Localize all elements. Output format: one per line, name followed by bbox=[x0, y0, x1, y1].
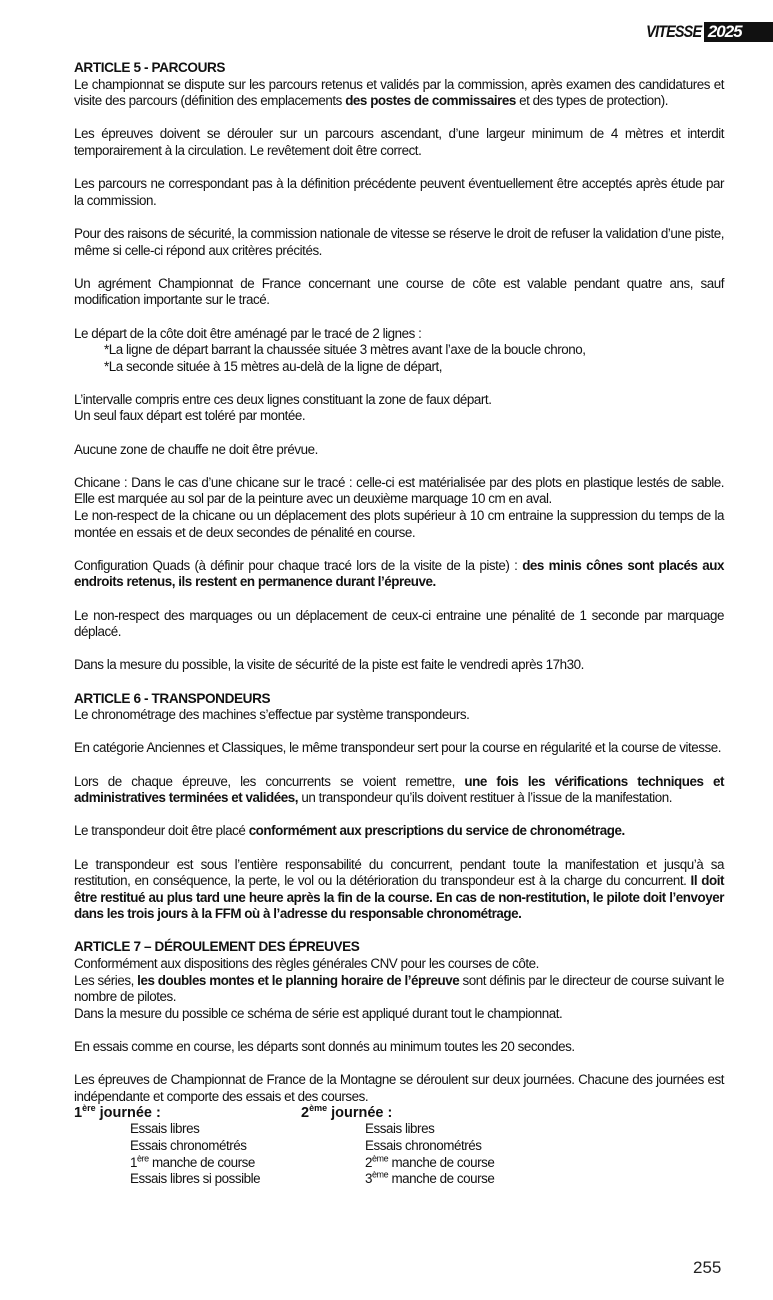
list-item: *La seconde située à 15 mètres au-delà de la ligne de départ, bbox=[104, 358, 443, 374]
text: Configuration Quads (à définir pour chaque tracé lors de la visite de la piste) : bbox=[74, 557, 523, 573]
schedule-item bbox=[301, 1121, 528, 1138]
text: Les séries, bbox=[74, 972, 138, 988]
schedule-item bbox=[301, 1138, 528, 1155]
day-title bbox=[301, 1105, 528, 1121]
paragraph: Le non-respect des marquages ou un déplacement de ceux-ci entraine une pénalité de 1 seconde par marquage déplacé. bbox=[74, 607, 724, 640]
text: un transpondeur qu’ils doivent restituer à l’issue de la manifestation. bbox=[298, 790, 673, 806]
schedule-item bbox=[74, 1121, 301, 1138]
schedule-item bbox=[74, 1171, 301, 1188]
paragraph bbox=[74, 823, 724, 840]
schedule-item bbox=[301, 1171, 528, 1188]
text: 1 bbox=[130, 1154, 137, 1170]
text: et des types de protection). bbox=[515, 93, 669, 109]
bold-text: des minis cônes sont placés aux endroits retenus, ils restent en permanence durant l’épreuve. bbox=[74, 557, 724, 590]
text: manche de course bbox=[388, 1171, 495, 1187]
day-number: 1 bbox=[74, 1105, 83, 1122]
text: Lors de chaque épreuve, les concurrents se voient remettre, bbox=[74, 773, 465, 789]
text: manche de course bbox=[148, 1154, 255, 1170]
ordinal-suffix: ème bbox=[372, 1153, 389, 1164]
text: Le transpondeur est sous l’entière responsabilité du concurrent, pendant toute la manifestation et jusqu’à sa restitution, en conséquence, la perte, le vol ou la détérioration du transpondeur est à la charge du concurrent. bbox=[74, 856, 724, 889]
paragraph: Conformément aux dispositions des règles générales CNV pour les courses de côte. bbox=[74, 956, 539, 972]
paragraph: Un seul faux départ est toléré par montée. bbox=[74, 408, 306, 424]
bold-text: Il doit être restitué au plus tard une heure après la fin de la course. En cas de non-restitution, le pilote doit l’envoyer dans les trois jours à la FFM où à l’adresse du responsable chronométrage. bbox=[74, 873, 724, 922]
text: Essais chronométrés bbox=[365, 1138, 482, 1153]
text: Essais chronométrés bbox=[130, 1138, 247, 1153]
bold-text: des postes de commissaires bbox=[345, 93, 516, 109]
ordinal-suffix: ème bbox=[372, 1169, 389, 1180]
paragraph bbox=[74, 857, 724, 923]
paragraph: En catégorie Anciennes et Classiques, le même transpondeur sert pour la course en régularité et la course de vitesse. bbox=[74, 740, 722, 756]
paragraph: Dans la mesure du possible, la visite de sécurité de la piste est faite le vendredi après 17h30. bbox=[74, 657, 584, 673]
bold-text: conformément aux prescriptions du service de chronométrage. bbox=[248, 823, 625, 839]
paragraph bbox=[74, 77, 724, 110]
day-column bbox=[301, 1105, 528, 1187]
paragraph: Chicane : Dans le cas d’une chicane sur le tracé : celle-ci est matérialisée par des plots en plastique lestés de sable. Elle est marquée au sol par de la peinture avec un deuxième marquage 10 cm en aval. bbox=[74, 474, 724, 507]
article-heading: ARTICLE 5 - PARCOURS bbox=[74, 60, 226, 75]
paragraph: L’intervalle compris entre ces deux lignes constituant la zone de faux départ. bbox=[74, 391, 492, 407]
text: Essais libres si possible bbox=[130, 1171, 261, 1187]
paragraph: Dans la mesure du possible ce schéma de série est appliqué durant tout le championnat. bbox=[74, 1005, 563, 1021]
paragraph bbox=[74, 973, 724, 1006]
paragraph: En essais comme en course, les départs sont donnés au minimum toutes les 20 secondes. bbox=[74, 1039, 575, 1055]
article-heading: ARTICLE 7 – DÉROULEMENT DES ÉPREUVES bbox=[74, 939, 360, 955]
text: Le transpondeur doit être placé bbox=[74, 823, 249, 839]
bold-text: une fois les vérifications techniques et administratives terminées et validées, bbox=[74, 773, 725, 806]
paragraph: Le non-respect de la chicane ou un déplacement des plots supérieur à 10 cm entraine la suppression du temps de la montée en essais et de deux secondes de pénalité en course. bbox=[74, 508, 724, 540]
schedule-item bbox=[74, 1155, 301, 1172]
day-label: journée : bbox=[327, 1105, 393, 1122]
schedule-item bbox=[301, 1155, 528, 1172]
text: manche de course bbox=[388, 1154, 495, 1170]
page-number: 255 bbox=[693, 1258, 722, 1277]
ordinal-suffix: ère bbox=[82, 1103, 96, 1114]
text: 2 bbox=[365, 1154, 372, 1170]
paragraph: Un agrément Championnat de France concernant une course de côte est valable pendant quatre ans, sauf modification importante sur le tracé. bbox=[74, 275, 724, 308]
list-item: *La ligne de départ barrant la chaussée située 3 mètres avant l’axe de la boucle chrono, bbox=[104, 342, 586, 358]
text: sont définis par le directeur de course suivant le nombre de pilotes. bbox=[74, 972, 724, 1005]
section-year: 2025 bbox=[704, 22, 773, 42]
paragraph bbox=[74, 558, 724, 591]
paragraph: Les épreuves de Championnat de France de la Montagne se déroulent sur deux journées. Chacune des journées est indépendante et comporte des essais et des courses. bbox=[74, 1072, 724, 1104]
text: Le championnat se dispute sur les parcours retenus et validés par la commission, après examen des candidatures et visite des parcours (définition des emplacements bbox=[74, 76, 724, 109]
ordinal-suffix: ème bbox=[309, 1103, 328, 1114]
paragraph bbox=[74, 774, 724, 807]
section-title: VITESSE bbox=[646, 22, 702, 41]
article-5 bbox=[74, 60, 724, 674]
text: Essais libres bbox=[130, 1121, 200, 1137]
section-header-badge bbox=[636, 22, 773, 42]
day-column bbox=[74, 1105, 301, 1187]
text: 3 bbox=[365, 1171, 372, 1187]
article-heading: ARTICLE 6 - TRANSPONDEURS bbox=[74, 690, 271, 706]
paragraph: Les parcours ne correspondant pas à la définition précédente peuvent éventuellement être acceptés après étude par la commission. bbox=[74, 176, 724, 208]
paragraph: Pour des raisons de sécurité, la commission nationale de vitesse se réserve le droit de refuser la validation d’une piste, même si celle-ci répond aux critères précités. bbox=[74, 225, 724, 258]
race-days-schedule bbox=[74, 1105, 724, 1187]
ordinal-suffix: ère bbox=[137, 1153, 149, 1164]
paragraph: Les épreuves doivent se dérouler sur un parcours ascendant, d’une largeur minimum de 4 mètres et interdit temporairement à la circulation. Le revêtement doit être correct. bbox=[74, 126, 724, 158]
paragraph: Aucune zone de chauffe ne doit être prévue. bbox=[74, 441, 318, 457]
schedule-item bbox=[74, 1138, 301, 1155]
text: Essais libres bbox=[365, 1121, 435, 1137]
article-6 bbox=[74, 691, 724, 923]
day-label: journée : bbox=[95, 1105, 161, 1122]
document-body bbox=[74, 60, 724, 1188]
day-number: 2 bbox=[301, 1105, 310, 1122]
bold-text: les doubles montes et le planning horaire de l’épreuve bbox=[137, 972, 460, 988]
paragraph: Le départ de la côte doit être aménagé par le tracé de 2 lignes : bbox=[74, 325, 422, 341]
article-7 bbox=[74, 939, 724, 1187]
day-title bbox=[74, 1105, 301, 1121]
paragraph: Le chronométrage des machines s’effectue par système transpondeurs. bbox=[74, 707, 470, 723]
